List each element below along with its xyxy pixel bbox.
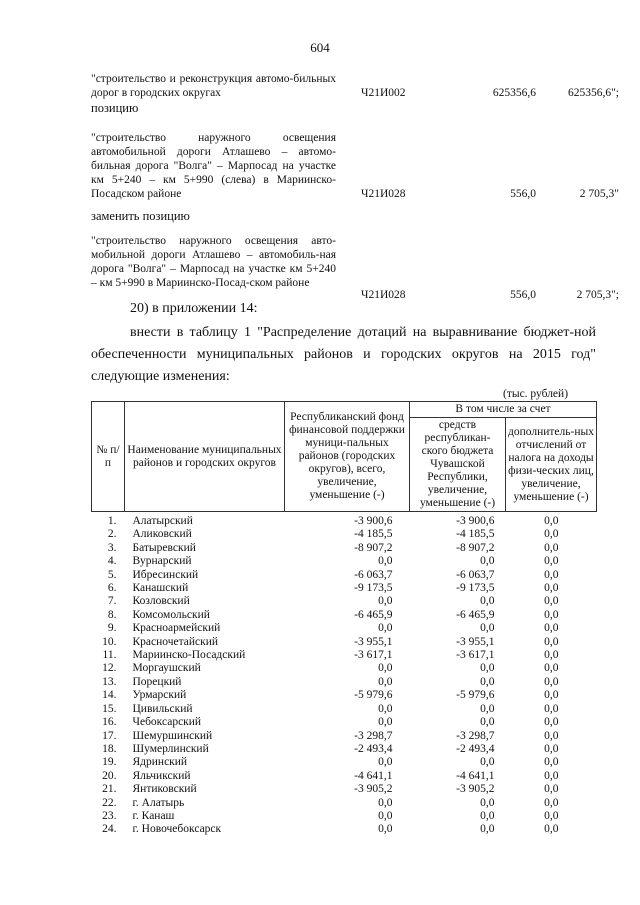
row-tax: 0,0 [544,729,559,742]
row-number: 23. [102,809,117,822]
row-tax: 0,0 [544,555,559,568]
row-budget: 0,0 [480,555,495,568]
row-number: 7. [107,595,117,608]
row-number: 17. [102,729,117,742]
row-tax: 0,0 [544,649,559,662]
row-fund: 0,0 [378,809,393,822]
row-tax: 0,0 [544,675,559,688]
row-tax: 0,0 [544,783,559,796]
row-fund: -6 465,9 [354,608,393,621]
row-fund: 0,0 [378,716,393,729]
row-number: 21. [102,783,117,796]
row-fund: -8 907,2 [354,541,393,554]
row-fund: 0,0 [378,622,393,635]
entry-value-1: 556,0 [510,188,536,200]
table-row [92,555,597,568]
row-number: 5. [107,568,117,581]
row-name: г. Алатырь [132,796,185,809]
entry-lighting-old [91,131,619,201]
row-budget: 0,0 [480,823,495,836]
table-row [92,689,597,702]
row-budget: -4 185,5 [456,528,495,541]
row-fund: -3 900,6 [354,515,393,527]
header-tax: дополнитель-ных отчислений от налога на доходы физи-ческих лиц, увеличение, уменьшение (-) [506,418,597,512]
row-name: Янтиковский [132,783,197,796]
row-fund: 0,0 [378,555,393,568]
row-number: 15. [102,702,117,715]
table-row [92,730,597,743]
row-tax: 0,0 [544,702,559,715]
row-tax: 0,0 [544,769,559,782]
table-row [92,595,597,608]
row-tax: 0,0 [544,635,559,648]
paragraph-item: 20) в приложении 14: [130,301,258,316]
row-budget: -5 979,6 [456,689,495,702]
row-number: 16. [102,716,117,729]
row-number: 6. [107,582,117,595]
row-fund: -3 905,2 [354,783,393,796]
table-row [92,783,597,796]
header-budget: средств республикан-ского бюджета Чувашской Республики, увеличение, уменьшение (-) [410,418,506,512]
table-row [92,823,597,836]
row-budget: 0,0 [480,675,495,688]
row-number: 8. [107,608,117,621]
row-budget: -3 298,7 [456,729,495,742]
row-tax: 0,0 [544,809,559,822]
header-number: № п/п [92,402,125,512]
label-position: позицию [91,101,139,115]
entry-value-1: 625356,6 [492,87,536,99]
entry-code: Ч21И002 [361,87,406,99]
row-name: Шумерлинский [132,742,209,755]
table-unit: (тыс. рублей) [503,388,569,400]
row-budget: 0,0 [480,756,495,769]
row-budget: 0,0 [480,809,495,822]
row-fund: -4 185,5 [354,528,393,541]
row-tax: 0,0 [544,662,559,675]
row-tax: 0,0 [544,595,559,608]
table-row [92,512,597,529]
row-name: г. Канаш [132,809,175,822]
row-tax: 0,0 [544,568,559,581]
row-tax: 0,0 [544,608,559,621]
row-tax: 0,0 [544,742,559,755]
row-name: Моргаушский [132,662,201,675]
row-name: Комсомольский [132,608,210,621]
row-budget: 0,0 [480,662,495,675]
row-tax: 0,0 [544,541,559,554]
row-budget: -6 063,7 [456,568,495,581]
row-budget: -3 955,1 [456,635,495,648]
row-fund: 0,0 [378,662,393,675]
table-row [92,716,597,729]
row-budget: -3 617,1 [456,649,495,662]
row-number: 18. [102,742,117,755]
row-tax: 0,0 [544,582,559,595]
row-number: 24. [102,823,117,836]
row-name: Порецкий [132,675,182,688]
table-row [92,622,597,635]
row-number: 12. [102,662,117,675]
row-number: 19. [102,756,117,769]
row-fund: -2 493,4 [354,742,393,755]
entry-road-construction [91,72,619,100]
row-budget: -3 905,2 [456,783,495,796]
row-tax: 0,0 [544,796,559,809]
row-budget: 0,0 [480,796,495,809]
table-row [92,649,597,662]
row-fund: 0,0 [378,756,393,769]
row-fund: -6 063,7 [354,568,393,581]
row-fund: 0,0 [378,702,393,715]
row-number: 3. [107,541,117,554]
row-name: Аликовский [132,528,192,541]
row-name: Красноармейский [132,622,221,635]
table-row [92,636,597,649]
row-name: Яльчикский [132,769,191,782]
entry-code: Ч21И028 [361,188,406,200]
entry-text: "строительство наружного освещения автомобильной дороги Атлашево – автомо-бильная дорога "Волга" – Марпосад на участке км 5+240 – км 5+990 (слева) в Мариинско-Посадском районе [91,132,336,200]
table-row [92,609,597,622]
row-tax: 0,0 [544,689,559,702]
row-budget: 0,0 [480,595,495,608]
row-name: Чебоксарский [132,716,202,729]
row-name: Вурнарский [132,555,192,568]
row-name: Шемуршинский [132,729,213,742]
row-tax: 0,0 [544,515,559,527]
table-row [92,542,597,555]
table-row [92,797,597,810]
label-replace-position: заменить позицию [91,209,190,223]
entry-lighting-new [91,234,619,301]
row-budget: 0,0 [480,702,495,715]
row-fund: -3 617,1 [354,649,393,662]
row-tax: 0,0 [544,528,559,541]
table-body [92,512,597,837]
entry-text: "строительство и реконструкция автомо-бильных дорог в городских округах [91,73,336,99]
row-fund: 0,0 [378,595,393,608]
entry-value-2: 2 705,3"; [576,289,619,301]
entry-code: Ч21И028 [361,289,406,301]
table-row [92,569,597,582]
row-name: Батыревский [132,541,196,554]
row-name: Ибресинский [132,568,199,581]
row-fund: -5 979,6 [354,689,393,702]
row-number: 9. [107,622,117,635]
row-budget: -4 641,1 [456,769,495,782]
row-tax: 0,0 [544,716,559,729]
row-fund: -9 173,5 [354,582,393,595]
header-fund: Республиканский фонд финансовой поддержки муници-пальных районов (городских округов), всего, увеличение, уменьшение (-) [285,402,410,512]
header-name: Наименование муниципальных районов и городских округов [125,402,285,512]
table-row [92,703,597,716]
row-fund: -3 955,1 [354,635,393,648]
subsidy-table [91,401,597,837]
row-name: Красночетайский [132,635,219,648]
table-row [92,810,597,823]
table-row [92,582,597,595]
row-number: 14. [102,689,117,702]
row-budget: -8 907,2 [456,541,495,554]
row-name: Козловский [132,595,190,608]
row-name: Канашский [132,582,189,595]
row-number: 2. [107,528,117,541]
table-row [92,662,597,675]
row-budget: -2 493,4 [456,742,495,755]
table-row [92,676,597,689]
row-name: Мариинско-Посадский [132,649,246,662]
row-number: 11. [102,649,117,662]
row-budget: -9 173,5 [456,582,495,595]
row-fund: 0,0 [378,675,393,688]
row-name: Ядринский [132,756,188,769]
row-fund: 0,0 [378,796,393,809]
row-tax: 0,0 [544,823,559,836]
row-budget: 0,0 [480,716,495,729]
page-number: 604 [310,40,330,55]
entry-text: "строительство наружного освещения авто-мобильной дороги Атлашево – автомобиль-ная дорога "Волга" – Марпосад на участке км 5+240 – км 5+990 в Мариинско-Посад-ском районе [91,235,336,289]
table-row [92,528,597,541]
row-number: 1. [107,515,117,527]
row-fund: -3 298,7 [354,729,393,742]
table-row [92,743,597,756]
row-fund: -4 641,1 [354,769,393,782]
row-number: 4. [107,555,117,568]
row-fund: 0,0 [378,823,393,836]
table-row [92,770,597,783]
row-name: Алатырский [132,515,193,527]
entry-value-2: 2 705,3" [579,188,619,200]
row-number: 22. [102,796,117,809]
header-including: В том числе за счет [410,402,597,418]
row-number: 20. [102,769,117,782]
row-budget: -6 465,9 [456,608,495,621]
row-number: 13. [102,675,117,688]
row-tax: 0,0 [544,622,559,635]
row-number: 10. [102,635,117,648]
row-tax: 0,0 [544,756,559,769]
row-name: Урмарский [132,689,187,702]
entry-value-1: 556,0 [510,289,536,301]
row-budget: 0,0 [480,622,495,635]
entry-value-2: 625356,6"; [567,87,619,99]
table-row [92,756,597,769]
row-name: Цивильский [132,702,193,715]
paragraph-text: внести в таблицу 1 "Распределение дотаций на выравнивание бюджет-ной обеспеченности муниципальных районов и городских округов на 2015 год" следующие изменения: [91,325,596,384]
row-name: г. Новочебоксарск [132,823,222,836]
row-budget: -3 900,6 [456,515,495,527]
